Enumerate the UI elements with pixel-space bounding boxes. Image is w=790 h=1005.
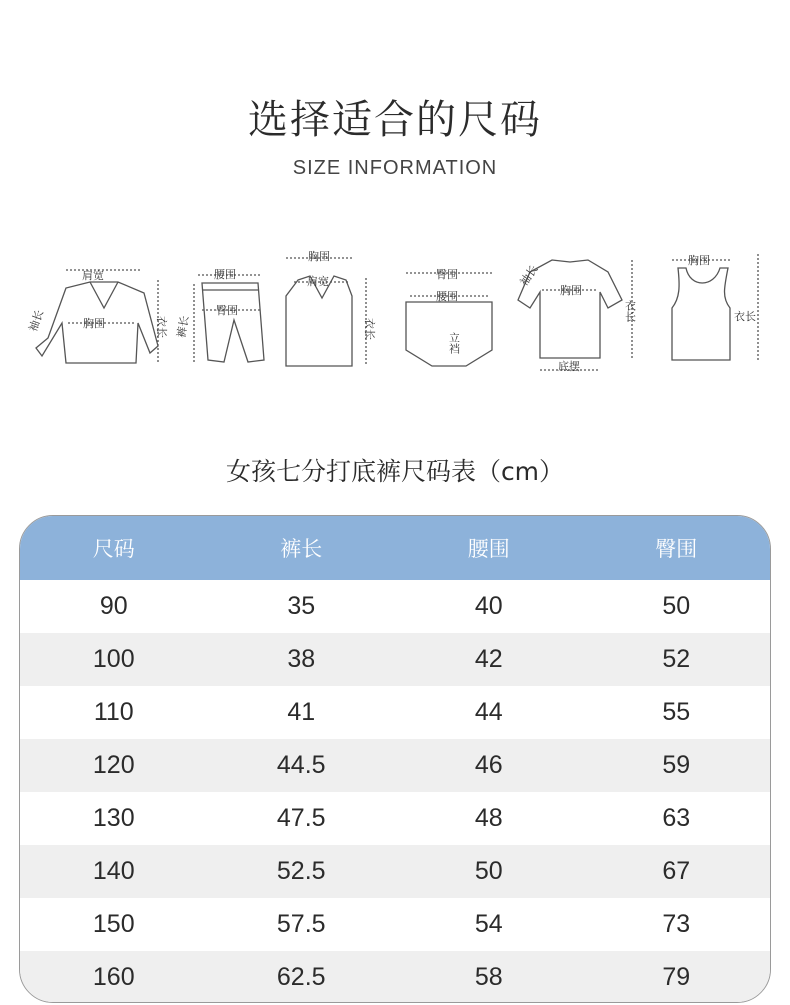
table-row bbox=[20, 633, 770, 686]
vest-shoulder-label: 肩宽 bbox=[307, 275, 329, 288]
size-table-title: 女孩七分打底裤尺码表（cm） bbox=[225, 457, 565, 486]
cell-hip: 73 bbox=[662, 910, 691, 938]
table-row bbox=[20, 845, 770, 898]
shirt-sleeve-label: 袖长 bbox=[26, 308, 47, 334]
cell-size: 100 bbox=[92, 645, 135, 673]
size-table bbox=[19, 515, 771, 1003]
column-header-pants-length: 裤长 bbox=[280, 537, 323, 561]
raglan-hem-label: 底摆 bbox=[558, 360, 580, 373]
tank-length-label: 衣长 bbox=[734, 310, 756, 323]
cell-pants-length: 57.5 bbox=[276, 910, 326, 938]
cell-pants-length: 47.5 bbox=[276, 804, 326, 832]
raglan-chest-label: 胸围 bbox=[560, 284, 582, 297]
cell-hip: 79 bbox=[662, 963, 691, 991]
table-row bbox=[20, 580, 770, 633]
cell-waist: 50 bbox=[474, 857, 503, 885]
cell-pants-length: 44.5 bbox=[276, 751, 326, 779]
raglan-length-label: 衣长 bbox=[623, 300, 637, 322]
pants-length-label: 裤长 bbox=[174, 314, 192, 339]
cell-waist: 46 bbox=[474, 751, 503, 779]
cell-waist: 58 bbox=[474, 963, 503, 991]
cell-hip: 67 bbox=[662, 857, 691, 885]
shirt-chest-label: 胸围 bbox=[83, 317, 105, 330]
briefs-diagram bbox=[406, 268, 492, 366]
raglan-shirt-diagram bbox=[517, 260, 637, 373]
page-title: 选择适合的尺码 bbox=[248, 97, 542, 143]
vest-chest-label: 胸围 bbox=[308, 250, 330, 263]
column-header-waist: 腰围 bbox=[467, 537, 510, 561]
table-row bbox=[20, 951, 770, 1003]
briefs-waist-label: 腰围 bbox=[436, 290, 458, 303]
cell-waist: 44 bbox=[474, 698, 503, 726]
briefs-hip-label: 臀围 bbox=[436, 268, 458, 281]
cell-waist: 40 bbox=[474, 592, 503, 620]
page-subtitle: SIZE INFORMATION bbox=[292, 157, 498, 179]
vest-length-label: 衣长 bbox=[363, 318, 376, 340]
cell-pants-length: 41 bbox=[287, 698, 316, 726]
cell-hip: 63 bbox=[662, 804, 691, 832]
cell-waist: 42 bbox=[474, 645, 503, 673]
cell-hip: 52 bbox=[662, 645, 691, 673]
cell-size: 110 bbox=[93, 698, 134, 726]
raglan-sleeve-label: 袖长 bbox=[517, 262, 541, 289]
cell-waist: 48 bbox=[474, 804, 503, 832]
cell-pants-length: 38 bbox=[287, 645, 316, 673]
table-row bbox=[20, 686, 770, 739]
table-row bbox=[20, 792, 770, 845]
shirt-shoulder-label: 肩宽 bbox=[82, 269, 104, 282]
briefs-rise-label: 立裆 bbox=[447, 332, 461, 354]
cell-pants-length: 62.5 bbox=[276, 963, 326, 991]
cell-hip: 55 bbox=[662, 698, 691, 726]
cell-hip: 59 bbox=[662, 751, 691, 779]
cell-size: 160 bbox=[92, 963, 135, 991]
cell-size: 130 bbox=[92, 804, 135, 832]
pants-hip-label: 臀围 bbox=[216, 304, 238, 317]
column-header-hip: 臀围 bbox=[655, 537, 698, 561]
cell-pants-length: 52.5 bbox=[276, 857, 326, 885]
tank-top-diagram bbox=[672, 253, 758, 360]
cell-size: 140 bbox=[92, 857, 135, 885]
cell-waist: 54 bbox=[474, 910, 503, 938]
cell-size: 90 bbox=[99, 592, 128, 620]
table-row bbox=[20, 739, 770, 792]
shirt-length-label: 衣长 bbox=[155, 316, 168, 338]
tank-chest-label: 胸围 bbox=[688, 254, 710, 267]
garment-measurement-diagrams bbox=[18, 238, 778, 378]
table-row bbox=[20, 898, 770, 951]
cell-size: 120 bbox=[92, 751, 135, 779]
shirt-diagram bbox=[25, 268, 168, 363]
cell-pants-length: 35 bbox=[287, 592, 316, 620]
table-header-row bbox=[20, 516, 770, 580]
cell-hip: 50 bbox=[662, 592, 691, 620]
column-header-size: 尺码 bbox=[92, 537, 135, 561]
vest-diagram bbox=[286, 249, 376, 366]
pants-diagram bbox=[174, 268, 264, 362]
cell-size: 150 bbox=[92, 910, 135, 938]
pants-waist-label: 腰围 bbox=[214, 268, 236, 281]
